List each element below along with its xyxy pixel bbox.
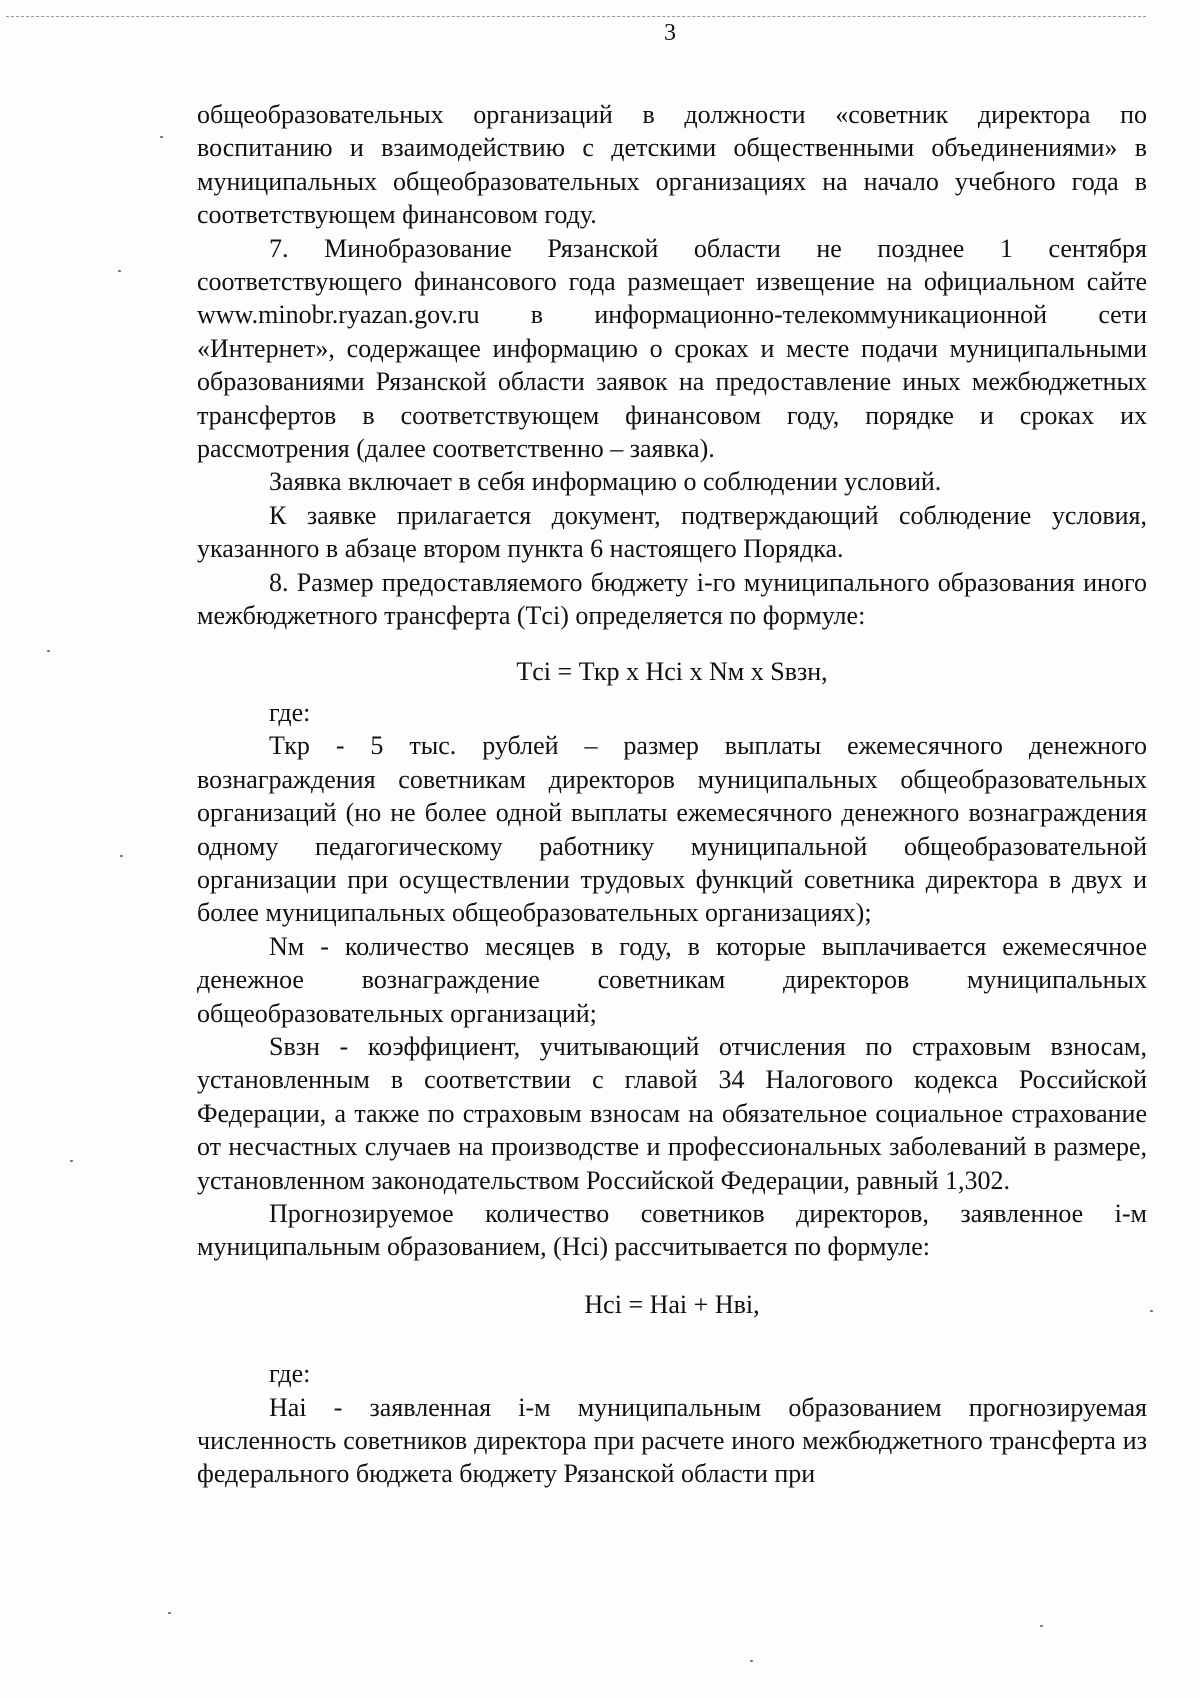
scan-speck [168,1612,171,1614]
scan-speck [160,136,163,138]
scan-speck [1150,1310,1153,1312]
formula-where-label-2: где: [269,1359,311,1389]
scan-speck [750,1660,753,1662]
top-border-line [6,16,1146,17]
paragraph-application-contents: Заявка включает в себя информацию о соблюдении условий. [269,467,942,497]
definition-nm: Nм - количество месяцев в году, в которые выплачивается ежемесячное денежное вознаграждение советникам директоров муниципальных общеобразовательных организаций; [197,931,1147,1028]
paragraph-continuation: общеобразовательных организаций в должности «советник директора по воспитанию и взаимодействию с детскими общественными объединениями» в муниципальных общеобразовательных организациях на начало учебного года в соответствующем финансовом году. [197,100,1147,230]
formula-where-label: где: [269,697,311,727]
paragraph-item-8: 8. Размер предоставляемого бюджету i-го муниципального образования иного межбюджетного трансферта (Тci) определяется по формуле: [197,567,1147,631]
definition-nai: Наi - заявленная i-м муниципальным образованием прогнозируемая численность советников директора при расчете иного межбюджетного трансферта из федерального бюджета бюджету Рязанской области при [197,1392,1147,1489]
page-number: 3 [664,20,676,46]
scan-speck [1040,1625,1043,1627]
paragraph-advisors-count: Прогнозируемое количество советников директоров, заявленное i-м муниципальным образованием, (Нci) рассчитывается по формуле: [197,1199,1147,1262]
paragraph-application-attachment: К заявке прилагается документ, подтверждающий соблюдение условия, указанного в абзаце втором пункта 6 настоящего Порядка. [197,500,1147,564]
document-body [197,98,1147,1491]
formula-transfer-size: Тci = Ткр х Нci х Nм х Sвзн, [516,656,828,686]
scan-speck [47,650,50,652]
scan-speck [120,855,123,857]
definition-svzn: Sвзн - коэффициент, учитывающий отчисления по страховым взносам, установленным в соответствии с главой 34 Налогового кодекса Российской Федерации, а также по страховым взносам на обязательное социальное страхование от несчастных случаев на производстве и профессиональных заболеваний в размере, установленном законодательством Российской Федерации, равный 1,302. [197,1031,1147,1195]
formula-advisors-count: Нci = Наi + Нвi, [584,1289,760,1319]
scan-speck [70,1160,73,1162]
paragraph-item-7: 7. Минобразование Рязанской области не позднее 1 сентября соответствующего финансового года размещает извещение на официальном сайте www.minobr.ryazan.gov.ru в информационно-телекоммуникационной сети «Интернет», содержащее информацию о сроках и месте подачи муниципальными образованиями Рязанской области заявок на предоставление иных межбюджетных трансфертов в соответствующем финансовом году, порядке и сроках их рассмотрения (далее соответственно – заявка). [197,233,1147,464]
scan-speck [118,270,121,272]
definition-tkr: Ткр - 5 тыс. рублей – размер выплаты ежемесячного денежного вознаграждения советникам директоров муниципальных общеобразовательных организаций (но не более одной выплаты ежемесячного денежного вознаграждения одному педагогическому работнику муниципальной общеобразовательной организации при осуществлении трудовых функций советника директора в двух и более муниципальных общеобразовательных организациях); [197,731,1147,928]
